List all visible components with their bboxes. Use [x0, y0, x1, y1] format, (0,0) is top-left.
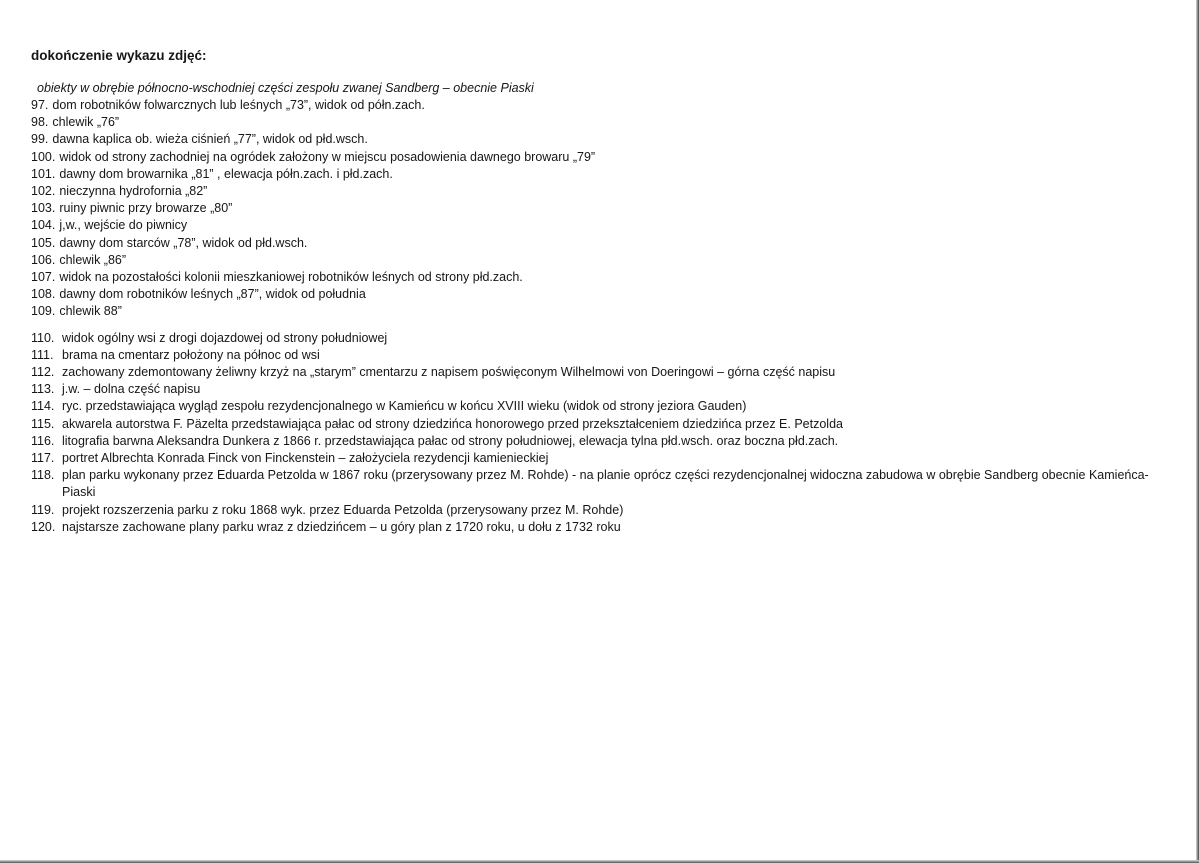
- list-item-text: dom robotników folwarcznych lub leśnych „73”, widok od półn.zach.: [52, 98, 425, 112]
- list-item-number: 104.: [31, 218, 56, 233]
- list-item-text: akwarela autorstwa F. Päzelta przedstawiająca pałac od strony dziedzińca honorowego przed przekształceniem dziedzińca przez E. Petzolda: [62, 416, 843, 431]
- list-item: [31, 200, 1171, 217]
- list-item-number: 111.: [31, 347, 54, 362]
- list-item-number: 116.: [31, 433, 55, 448]
- list-item: [31, 381, 1171, 398]
- list-item-text: nieczynna hydrofornia „82”: [59, 184, 208, 199]
- list-item-number: 106.: [31, 252, 56, 267]
- list-item: [31, 416, 1171, 433]
- list-item-number: 112.: [31, 365, 55, 380]
- list-item: [31, 347, 1171, 364]
- list-item-number: 118.: [31, 468, 55, 483]
- list-item: [31, 97, 1171, 114]
- list-item: [31, 166, 1171, 183]
- list-item-number: 97.: [31, 98, 49, 112]
- list-item: [31, 149, 1171, 166]
- list-item: [31, 303, 1171, 320]
- list-item: [31, 269, 1171, 286]
- list-item-text: plan parku wykonany przez Eduarda Petzolda w 1867 roku (przerysowany przez M. Rohde) - na planie oprócz części rezydencjonalnej widoczna zabudowa w obrębie Sandberg obecnie Kamieńca-Piaski: [62, 468, 1149, 500]
- photo-list-section-2: [31, 330, 1171, 536]
- list-item-text: dawny dom robotników leśnych „87”, widok od południa: [59, 287, 366, 302]
- list-item-text: widok na pozostałości kolonii mieszkaniowej robotników leśnych od strony płd.zach.: [59, 270, 523, 285]
- list-item-number: 108.: [31, 287, 56, 302]
- list-item: [31, 398, 1171, 415]
- list-item-text: dawny dom starców „78”, widok od płd.wsch.: [59, 235, 308, 250]
- list-item-text: j,w., wejście do piwnicy: [59, 218, 188, 233]
- list-item: [31, 330, 1171, 347]
- list-item: [31, 450, 1171, 467]
- list-item: [31, 519, 1171, 536]
- list-item: [31, 467, 1171, 501]
- section-subheading: obiekty w obrębie północno-wschodniej części zespołu zwanej Sandberg – obecnie Piaski: [37, 81, 534, 95]
- list-item-text: portret Albrechta Konrada Finck von Finckenstein – założyciela rezydencji kamienieckiej: [62, 451, 549, 466]
- photo-list-section-1: [31, 97, 1171, 321]
- list-item: [31, 433, 1171, 450]
- list-item-text: najstarsze zachowane plany parku wraz z dziedzińcem – u góry plan z 1720 roku, u dołu z 1732 roku: [62, 519, 621, 534]
- list-item-number: 117.: [31, 451, 55, 466]
- list-item-text: zachowany zdemontowany żeliwny krzyż na „starym” cmentarzu z napisem poświęconym Wilhelmowi von Doeringowi – górna część napisu: [62, 365, 836, 380]
- list-item-text: widok ogólny wsi z drogi dojazdowej od strony południowej: [62, 330, 388, 345]
- list-item-number: 119.: [31, 502, 55, 517]
- list-item-text: ryc. przedstawiająca wygląd zespołu rezydencjonalnego w Kamieńcu w końcu XVIII wieku (widok od strony jeziora Gauden): [62, 399, 747, 414]
- list-item: [31, 235, 1171, 252]
- list-item-number: 114.: [31, 399, 55, 414]
- list-item-text: chlewik 88”: [59, 304, 122, 319]
- list-item: [31, 364, 1171, 381]
- list-item: [31, 114, 1171, 131]
- list-item-text: projekt rozszerzenia parku z roku 1868 wyk. przez Eduarda Petzolda (przerysowany przez M. Rohde): [62, 502, 624, 517]
- list-item: [31, 252, 1171, 269]
- list-item-number: 113.: [31, 382, 55, 397]
- list-item-text: dawny dom browarnika „81” , elewacja półn.zach. i płd.zach.: [59, 166, 393, 181]
- list-item-number: 120.: [31, 519, 56, 534]
- list-item-number: 100.: [31, 149, 56, 164]
- list-item-text: litografia barwna Aleksandra Dunkera z 1866 r. przedstawiająca pałac od strony południowej, elewacja tylna płd.wsch. oraz boczna płd.zach.: [62, 433, 839, 448]
- list-item-number: 107.: [31, 270, 56, 285]
- list-item-number: 101.: [31, 166, 56, 181]
- list-item: [31, 286, 1171, 303]
- list-item: [31, 183, 1171, 200]
- list-item: [31, 217, 1171, 234]
- list-item-number: 99.: [31, 132, 49, 147]
- list-item-number: 115.: [31, 416, 55, 431]
- list-item-number: 103.: [31, 201, 56, 216]
- list-item-number: 105.: [31, 235, 56, 250]
- list-item-number: 102.: [31, 184, 56, 199]
- list-item-text: dawna kaplica ob. wieża ciśnień „77”, widok od płd.wsch.: [52, 132, 368, 147]
- list-item-text: chlewik „76”: [52, 115, 120, 130]
- list-item-number: 98.: [31, 115, 49, 130]
- list-item-text: widok od strony zachodniej na ogródek założony w miejscu posadowienia dawnego browaru „79”: [59, 149, 596, 164]
- list-item-text: chlewik „86”: [59, 252, 127, 267]
- list-item-text: brama na cmentarz położony na północ od wsi: [62, 347, 320, 362]
- list-item: [31, 131, 1171, 148]
- list-item-number: 110.: [31, 330, 55, 345]
- list-item-text: j.w. – dolna część napisu: [62, 382, 201, 397]
- list-item-number: 109.: [31, 304, 56, 319]
- list-item: [31, 502, 1171, 519]
- document-content: [31, 47, 1171, 536]
- document-heading: dokończenie wykazu zdjęć:: [31, 48, 207, 63]
- list-item-text: ruiny piwnic przy browarze „80”: [59, 201, 233, 216]
